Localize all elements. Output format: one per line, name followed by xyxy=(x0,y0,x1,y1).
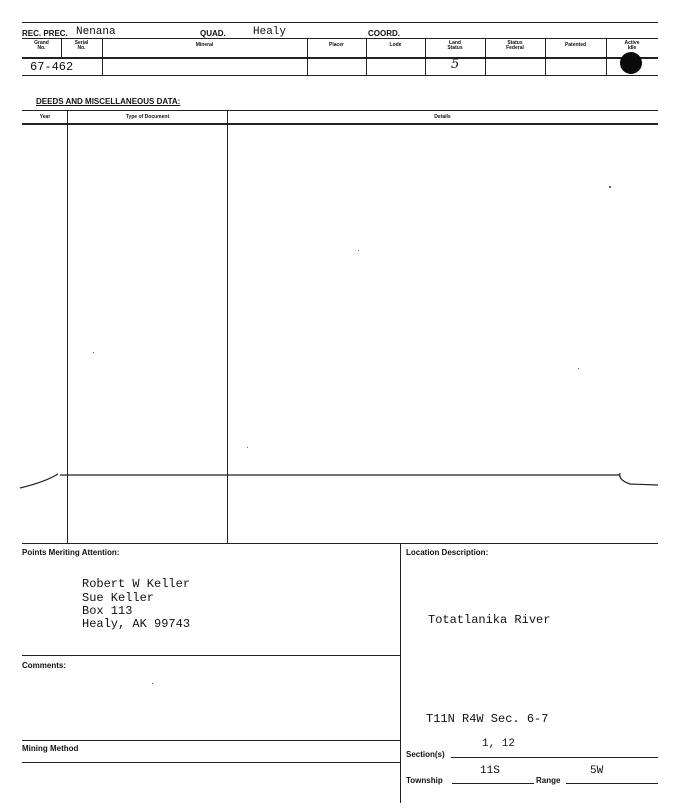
location-township-range-text: T11N R4W Sec. 6-7 xyxy=(426,712,549,726)
coord-label: COORD. xyxy=(368,29,400,38)
township-value: 11S xyxy=(480,765,500,777)
address-line-2: Sue Keller xyxy=(82,591,155,605)
header-active-idle: Active Idle xyxy=(624,40,640,51)
location-description-label: Location Description: xyxy=(406,548,489,557)
header-patented: Patented xyxy=(564,42,587,48)
rec-prec-value: Nenana xyxy=(76,26,116,38)
header-serial-no: Serial No. xyxy=(74,40,89,51)
deeds-header-details: Details xyxy=(434,114,451,120)
header-placer: Placer xyxy=(328,42,344,48)
page-fold-seam xyxy=(0,460,678,500)
land-status-value: 5 xyxy=(451,57,460,72)
address-line-1: Robert W Keller xyxy=(82,577,191,591)
comments-label: Comments: xyxy=(22,661,67,670)
range-label: Range xyxy=(536,776,561,785)
header-status-federal: Status Federal xyxy=(506,40,524,51)
quad-value: Healy xyxy=(253,26,287,38)
header-lode: Lode xyxy=(389,42,402,48)
deeds-section-title: DEEDS AND MISCELLANEOUS DATA: xyxy=(36,97,181,106)
deeds-header-year: Year xyxy=(39,114,51,120)
address-line-3: Box 113 xyxy=(82,604,133,618)
range-value: 5W xyxy=(590,765,604,777)
header-grand-no: Grand No. xyxy=(34,40,49,51)
sections-value: 1, 12 xyxy=(482,738,516,750)
active-idle-filled-mark xyxy=(620,52,642,74)
sections-label: Section(s) xyxy=(406,750,445,759)
rec-prec-label: REC. PREC. xyxy=(22,29,68,38)
location-place: Totatlanika River xyxy=(428,613,551,627)
mining-method-label: Mining Method xyxy=(22,744,79,753)
header-land-status: Land Status xyxy=(447,40,463,51)
header-mineral: Mineral xyxy=(195,42,214,48)
deeds-header-type: Type of Document xyxy=(125,114,170,120)
township-label: Township xyxy=(406,776,443,785)
quad-label: QUAD. xyxy=(200,29,226,38)
address-line-4: Healy, AK 99743 xyxy=(82,617,191,631)
points-meriting-label: Points Meriting Attention: xyxy=(22,548,120,557)
grand-no-value: 67-462 xyxy=(30,60,74,74)
